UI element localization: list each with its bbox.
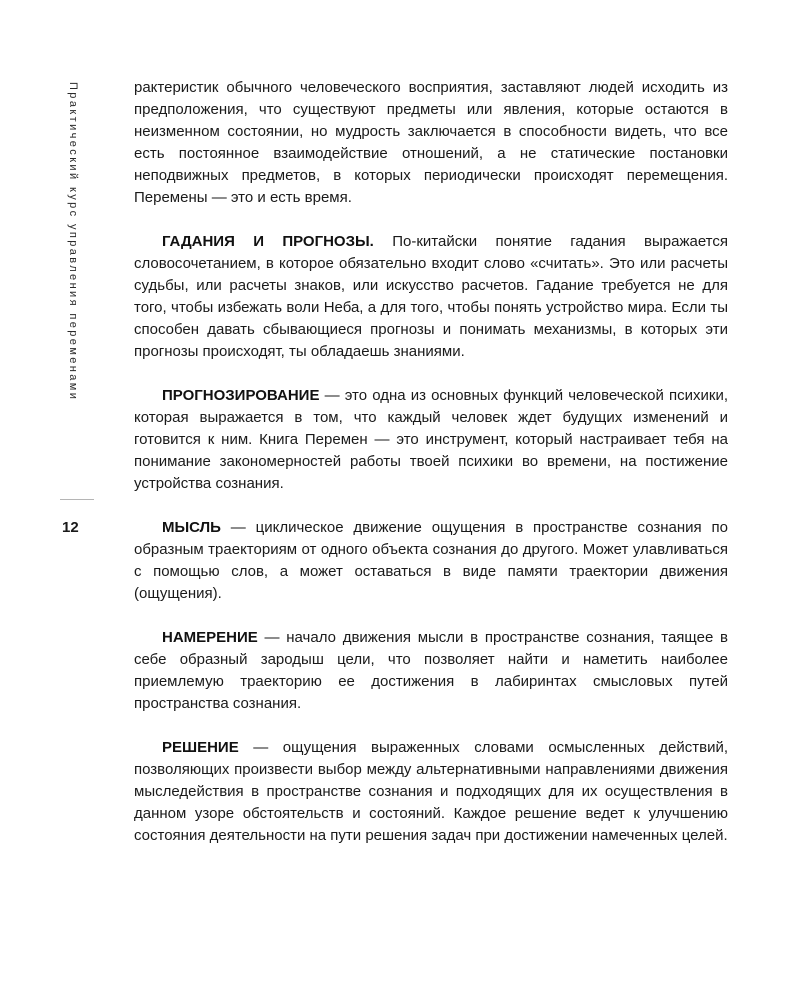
entry-paragraph-intention xyxy=(134,627,728,715)
entry-text: — это одна из основных функций человеческой психики, которая выражается в том, что каждый человек ждет будущих изменений и готовится к ним. Книга Перемен — это инструмент, который настраивает тебя на понимание закономерностей работы твоей психики во времени, на постижение устройства сознания. xyxy=(134,387,728,492)
entry-term: ПРОГНОЗИРОВАНИЕ xyxy=(162,387,320,404)
entry-text: По-китайски понятие гадания выражается словосочетанием, в которое обязательно входит слово «считать». Это или расчеты судьбы, или расчеты знаков, или искусство расчетов. Гадание требуется не для того, чтобы избежать воли Неба, а для того, чтобы понять устройство мира. Если ты способен давать сбывающиеся прогнозы и понимать механизмы, в которых эти прогнозы происходят, ты обладаешь знаниями. xyxy=(134,233,728,360)
entry-term: РЕШЕНИЕ xyxy=(162,739,239,756)
running-head xyxy=(60,82,90,402)
running-head-svg xyxy=(60,82,90,402)
running-head-text: Практический курс управления переменами xyxy=(67,82,79,402)
page-number: 12 xyxy=(62,519,79,536)
opening-paragraph: рактеристик обычного человеческого восприятия, заставляют людей исходить из предположения, что существуют предметы или явления, которые остаются в неизменном состоянии, но мудрость заключается в способности видеть, что все есть постоянное взаимодействие отношений, а не статические постановки неподвижных предметов, в которых периодически происходят перемещения. Перемены — это и есть время. xyxy=(134,79,728,206)
folio-divider xyxy=(60,499,94,500)
entry-paragraph-decision xyxy=(134,737,728,847)
entry-term: ГАДАНИЯ И ПРОГНОЗЫ. xyxy=(162,233,374,250)
entry-term: НАМЕРЕНИЕ xyxy=(162,629,258,646)
entry-text: — начало движения мысли в пространстве сознания, таящее в себе образный зародыш цели, что позволяет найти и наметить наиболее приемлемую траекторию ее достижения в лабиринтах смысловых путей пространства сознания. xyxy=(134,629,728,712)
text-body xyxy=(134,77,728,847)
entry-term: МЫСЛЬ xyxy=(162,519,221,536)
entry-paragraph-thought xyxy=(134,517,728,605)
entry-paragraph-forecasting xyxy=(134,385,728,495)
entry-text: — циклическое движение ощущения в пространстве сознания по образным траекториям от одного объекта сознания до другого. Может улавливаться с помощью слов, а может оставаться в виде памяти траектории движения (ощущения). xyxy=(134,519,728,602)
entry-paragraph-divination xyxy=(134,231,728,363)
entry-text: — ощущения выраженных словами осмысленных действий, позволяющих произвести выбор между альтернативными направлениями движения мыследействия в пространстве сознания и подходящих для их осуществления в данном узоре обстоятельств и состояний. Каждое решение ведет к улучшению состояния деятельности на пути решения задач при достижении намеченных целей. xyxy=(134,739,728,844)
